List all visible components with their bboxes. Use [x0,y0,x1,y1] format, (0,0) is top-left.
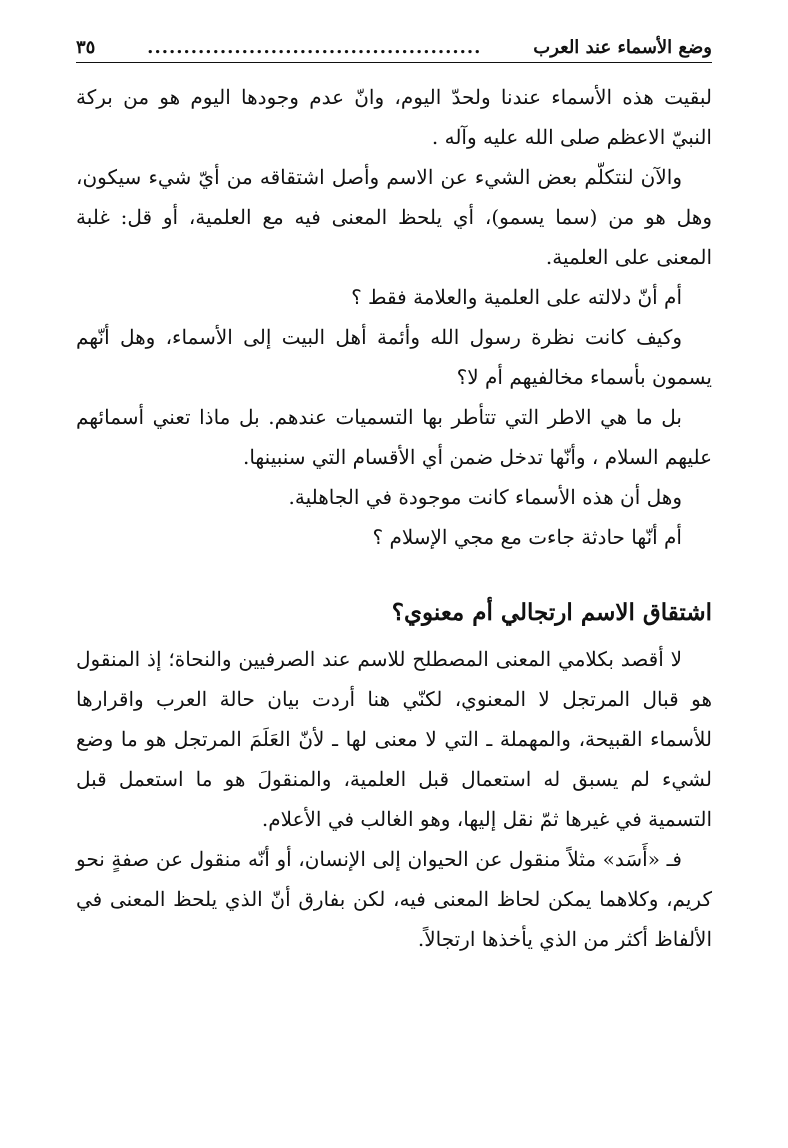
page-header [76,28,712,63]
paragraph: فـ «أَسَد» مثلاً منقول عن الحيوان إلى الإنسان، أو أنّه منقول عن صفةٍ نحو كريم، وكلاهما يمكن لحاظ المعنى فيه، لكن بفارق أنّ الذي يلحظ المعنى في الألفاظ أكثر من الذي يأخذها ارتجالاً. [76,847,712,951]
paragraph: وهل أن هذه الأسماء كانت موجودة في الجاهلية. [288,485,682,509]
paragraph: لا أقصد بكلامي المعنى المصطلح للاسم عند الصرفيين والنحاة؛ إذ المنقول هو قبال المرتجل لا المعنوي، لكنّي هنا أردت بيان حالة العرب واقرارها للأسماء القبيحة، والمهملة ـ التي لا معنى لها ـ لأنّ العَلَمَ المرتجل هو ما وضع لشيء لم يسبق له استعمال قبل العلمية، والمنقولَ هو ما استعمل قبل التسمية في غيرها ثمّ نقل إليها، وهو الغالب في الأعلام. [76,647,712,831]
paragraph: وكيف كانت نظرة رسول الله وأئمة أهل البيت إلى الأسماء، وهل أنّهم يسمون بأسماء مخالفيهم أم لا؟ [76,325,712,389]
paragraph: والآن لنتكلّم بعض الشيء عن الاسم وأصل اشتقاقه من أيّ شيء سيكون، وهل هو من (سما يسمو)، أي يلحظ المعنى فيه مع العلمية، أو قل: غلبة المعنى على العلمية. [76,165,712,269]
paragraph: لبقيت هذه الأسماء عندنا ولحدّ اليوم، وانّ عدم وجودها اليوم هو من بركة النبيّ الاعظم صلى الله عليه وآله . [76,85,712,149]
paragraph: أم أنّها حادثة جاءت مع مجي الإسلام ؟ [372,525,682,549]
section-heading: اشتقاق الاسم ارتجالي أم معنوي؟ [391,599,712,626]
body-text-top [76,77,712,557]
page-body [76,77,712,959]
paragraph: أم أنّ دلالته على العلمية والعلامة فقط ؟ [351,285,682,309]
running-title: وضع الأسماء عند العرب [533,37,712,58]
page-number: ٣٥ [76,37,96,58]
book-page [76,28,712,959]
body-text-bottom [76,639,712,959]
paragraph: بل ما هي الاطر التي تتأطر بها التسميات عندهم. بل ماذا تعني أسمائهم عليهم السلام ، وأنّها تدخل ضمن أي الأقسام التي سنبينها. [76,405,712,469]
leader-dots: .............................................. [147,37,482,58]
